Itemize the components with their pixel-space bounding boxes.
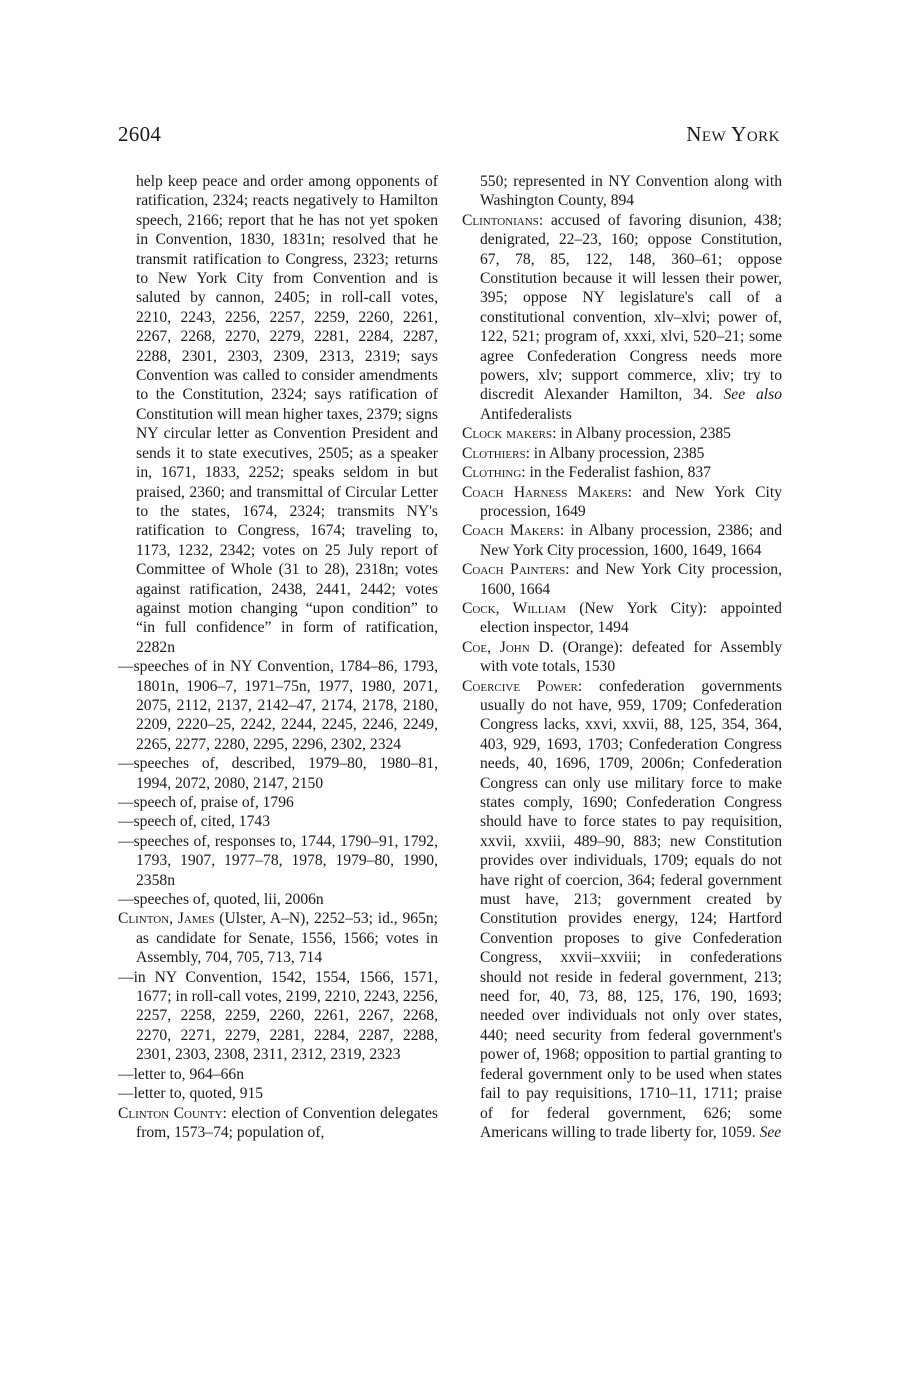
entry-text: —speech of, praise of, 1796 (118, 794, 294, 811)
entry-text-tail: Antifederalists (480, 405, 572, 423)
entry-text: —letter to, quoted, 915 (118, 1085, 264, 1103)
see-also-reference: See also (723, 386, 782, 404)
index-entry (462, 424, 782, 443)
index-column-left (118, 172, 438, 1142)
entry-heading: Clock makers (462, 425, 553, 443)
index-entry (118, 657, 438, 754)
index-entry (118, 968, 438, 1065)
entry-text: —speeches of, responses to, 1744, 1790–91, 1792, 1793, 1907, 1977–78, 1978, 1979–80, 1990, 2358n (118, 832, 438, 889)
entry-text: —letter to, 964–66n (118, 1065, 245, 1083)
entry-text: (Orange): defeated for Assembly with vote totals, 1530 (480, 638, 783, 676)
index-entry (118, 172, 438, 657)
index-entry (118, 754, 438, 793)
index-entry (462, 483, 782, 522)
entry-heading: Coach Painters (462, 561, 566, 579)
entry-text: : in Albany procession, 2386; and New York City procession, 1600, 1649, 1664 (480, 522, 782, 559)
entry-heading: Clintonians (462, 211, 539, 229)
entry-text: (New York City): appointed election inspector, 1494 (480, 599, 782, 637)
entry-text: (Ulster, A–N), 2252–53; id., 965n; as candidate for Senate, 1556, 1566; votes in Assembly, 704, 705, 713, 714 (136, 910, 439, 967)
index-entry (462, 599, 782, 638)
index-entry (118, 793, 438, 812)
entry-heading: Clothing (462, 464, 522, 482)
index-entry (462, 560, 782, 599)
entry-text: : and New York City procession, 1600, 1664 (480, 561, 782, 598)
entry-heading: Cock, William (462, 599, 566, 617)
index-entry (118, 1065, 438, 1084)
entry-text: : confederation governments usually do not have, 959, 1709; Confederation Congress lacks, xxvi, xxvii, 88, 125, 354, 364, 403, 929, 1693, 1703; Confederation Congress needs, 40, 1696, 1709, 2006n; Confederation Congress can only use military force to make states comply, 1690; Confederation Congress should have to force states to pay requisition, xxvii, xxviii, 489–90, 883; new Constitution provides over individuals, 1709; equals do not have right of coercion, 364; federal government must have, 213; government created by Constitution provides energy, 124; Hartford Convention proposes to give Confederation Congress, xxvii–xxviii; in confederations should not reside in federal government, 213; need for, 40, 73, 88, 125, 176, 190, 1693; needed over individuals not only over states, 440; need security from federal government's power of, 1968; opposition to partial granting to federal government only to be used when states fail to pay requisitions, 1710–11, 1711; praise of for federal government, 626; some Americans willing to trade liberty for, 1059. (480, 677, 782, 1141)
entry-text: —speech of, cited, 1743 (118, 813, 270, 831)
entry-text: help keep peace and order among opponents of ratification, 2324; reacts negatively to Hamilton speech, 2166; report that he has not yet spoken in Convention, 1830, 1831n; resolved that he transmit ratification to Congress, 2323; returns to New York City from Convention and is saluted by cannon, 2405; in roll-call votes, 2210, 2243, 2256, 2257, 2259, 2260, 2261, 2267, 2268, 2270, 2279, 2281, 2284, 2287, 2288, 2301, 2303, 2309, 2313, 2319; says Convention was called to consider amendments to the Constitution, 2324; says ratification of Constitution will mean higher taxes, 2379; signs NY circular letter as Convention President and sends it to state executives, 2505; as a speaker in, 1671, 1833, 2252; speaks seldom in but praised, 2360; and transmittal of Circular Letter to the states, 1674, 2324; transmits NY's ratification to Congress, 1674; traveling to, 1173, 1232, 2342; votes on 25 July report of Committee of Whole (31 to 28), 2318n; votes against ratification, 2438, 2441, 2442; votes against motion changing “upon condition” to “in full confidence” in form of ratification, 2282n (136, 173, 438, 656)
index-entry (118, 1084, 438, 1103)
entry-heading: Clinton County (118, 1104, 223, 1122)
entry-heading: Clothiers (462, 444, 526, 462)
entry-text: 550; represented in NY Convention along with Washington County, 894 (480, 173, 782, 210)
page-header (118, 122, 780, 152)
entry-text: : in Albany procession, 2385 (552, 425, 731, 443)
entry-text: —speeches of in NY Convention, 1784–86, 1793, 1801n, 1906–7, 1971–75n, 1977, 1980, 2071, 2075, 2112, 2137, 2142–47, 2174, 2178, 2180, 2209, 2220–25, 2242, 2244, 2245, 2246, 2249, 2265, 2277, 2280, 2295, 2296, 2302, 2324 (118, 658, 438, 753)
entry-text: : in Albany procession, 2385 (525, 444, 705, 462)
index-entry (462, 677, 782, 1143)
index-entry (118, 909, 438, 967)
entry-text: —speeches of, described, 1979–80, 1980–81, 1994, 2072, 2080, 2147, 2150 (118, 755, 438, 792)
index-entry (462, 172, 782, 211)
entry-heading: Coercive Power (462, 677, 578, 695)
index-entry (462, 638, 782, 677)
entry-heading: Coe, John D. (462, 638, 554, 656)
entry-text: : in the Federalist fashion, 837 (521, 464, 711, 482)
entry-text: : and New York City procession, 1649 (480, 483, 783, 520)
index-entry (462, 521, 782, 560)
index-entry (462, 211, 782, 424)
page-number: 2604 (118, 122, 162, 146)
index-entry (462, 463, 782, 482)
index-entry (118, 890, 438, 909)
index-entry (118, 1104, 438, 1143)
entry-heading: Clinton, James (118, 910, 215, 928)
entry-text: —speeches of, quoted, lii, 2006n (118, 891, 324, 909)
index-entry (118, 832, 438, 890)
running-head: New York (686, 122, 780, 146)
entry-heading: Coach Makers (462, 522, 560, 540)
entry-text: —in NY Convention, 1542, 1554, 1566, 1571, 1677; in roll-call votes, 2199, 2210, 2243, 2256, 2257, 2258, 2259, 2260, 2261, 2267, 2268, 2270, 2271, 2279, 2281, 2284, 2287, 2288, 2301, 2303, 2308, 2311, 2312, 2319, 2323 (118, 968, 438, 1064)
entry-text: : accused of favoring disunion, 438; denigrated, 22–23, 160; oppose Constitution, 67, 78, 85, 122, 148, 360–61; oppose Constitution because it will lessen their power, 395; oppose NY legislature's call of a constitutional convention, xlv–xlvi; power of, 122, 521; program of, xxxi, xlvi, 520–21; some agree Confederation Congress needs more powers, xlv; support commerce, xliv; try to discredit Alexander Hamilton, 34. (480, 211, 782, 404)
index-entry (462, 444, 782, 463)
entry-heading: Coach Harness Makers (462, 483, 628, 501)
index-column-right (462, 172, 782, 1142)
index-entry (118, 812, 438, 831)
entry-text: : election of Convention delegates from, 1573–74; population of, (136, 1104, 438, 1141)
see-reference: See (759, 1123, 782, 1141)
